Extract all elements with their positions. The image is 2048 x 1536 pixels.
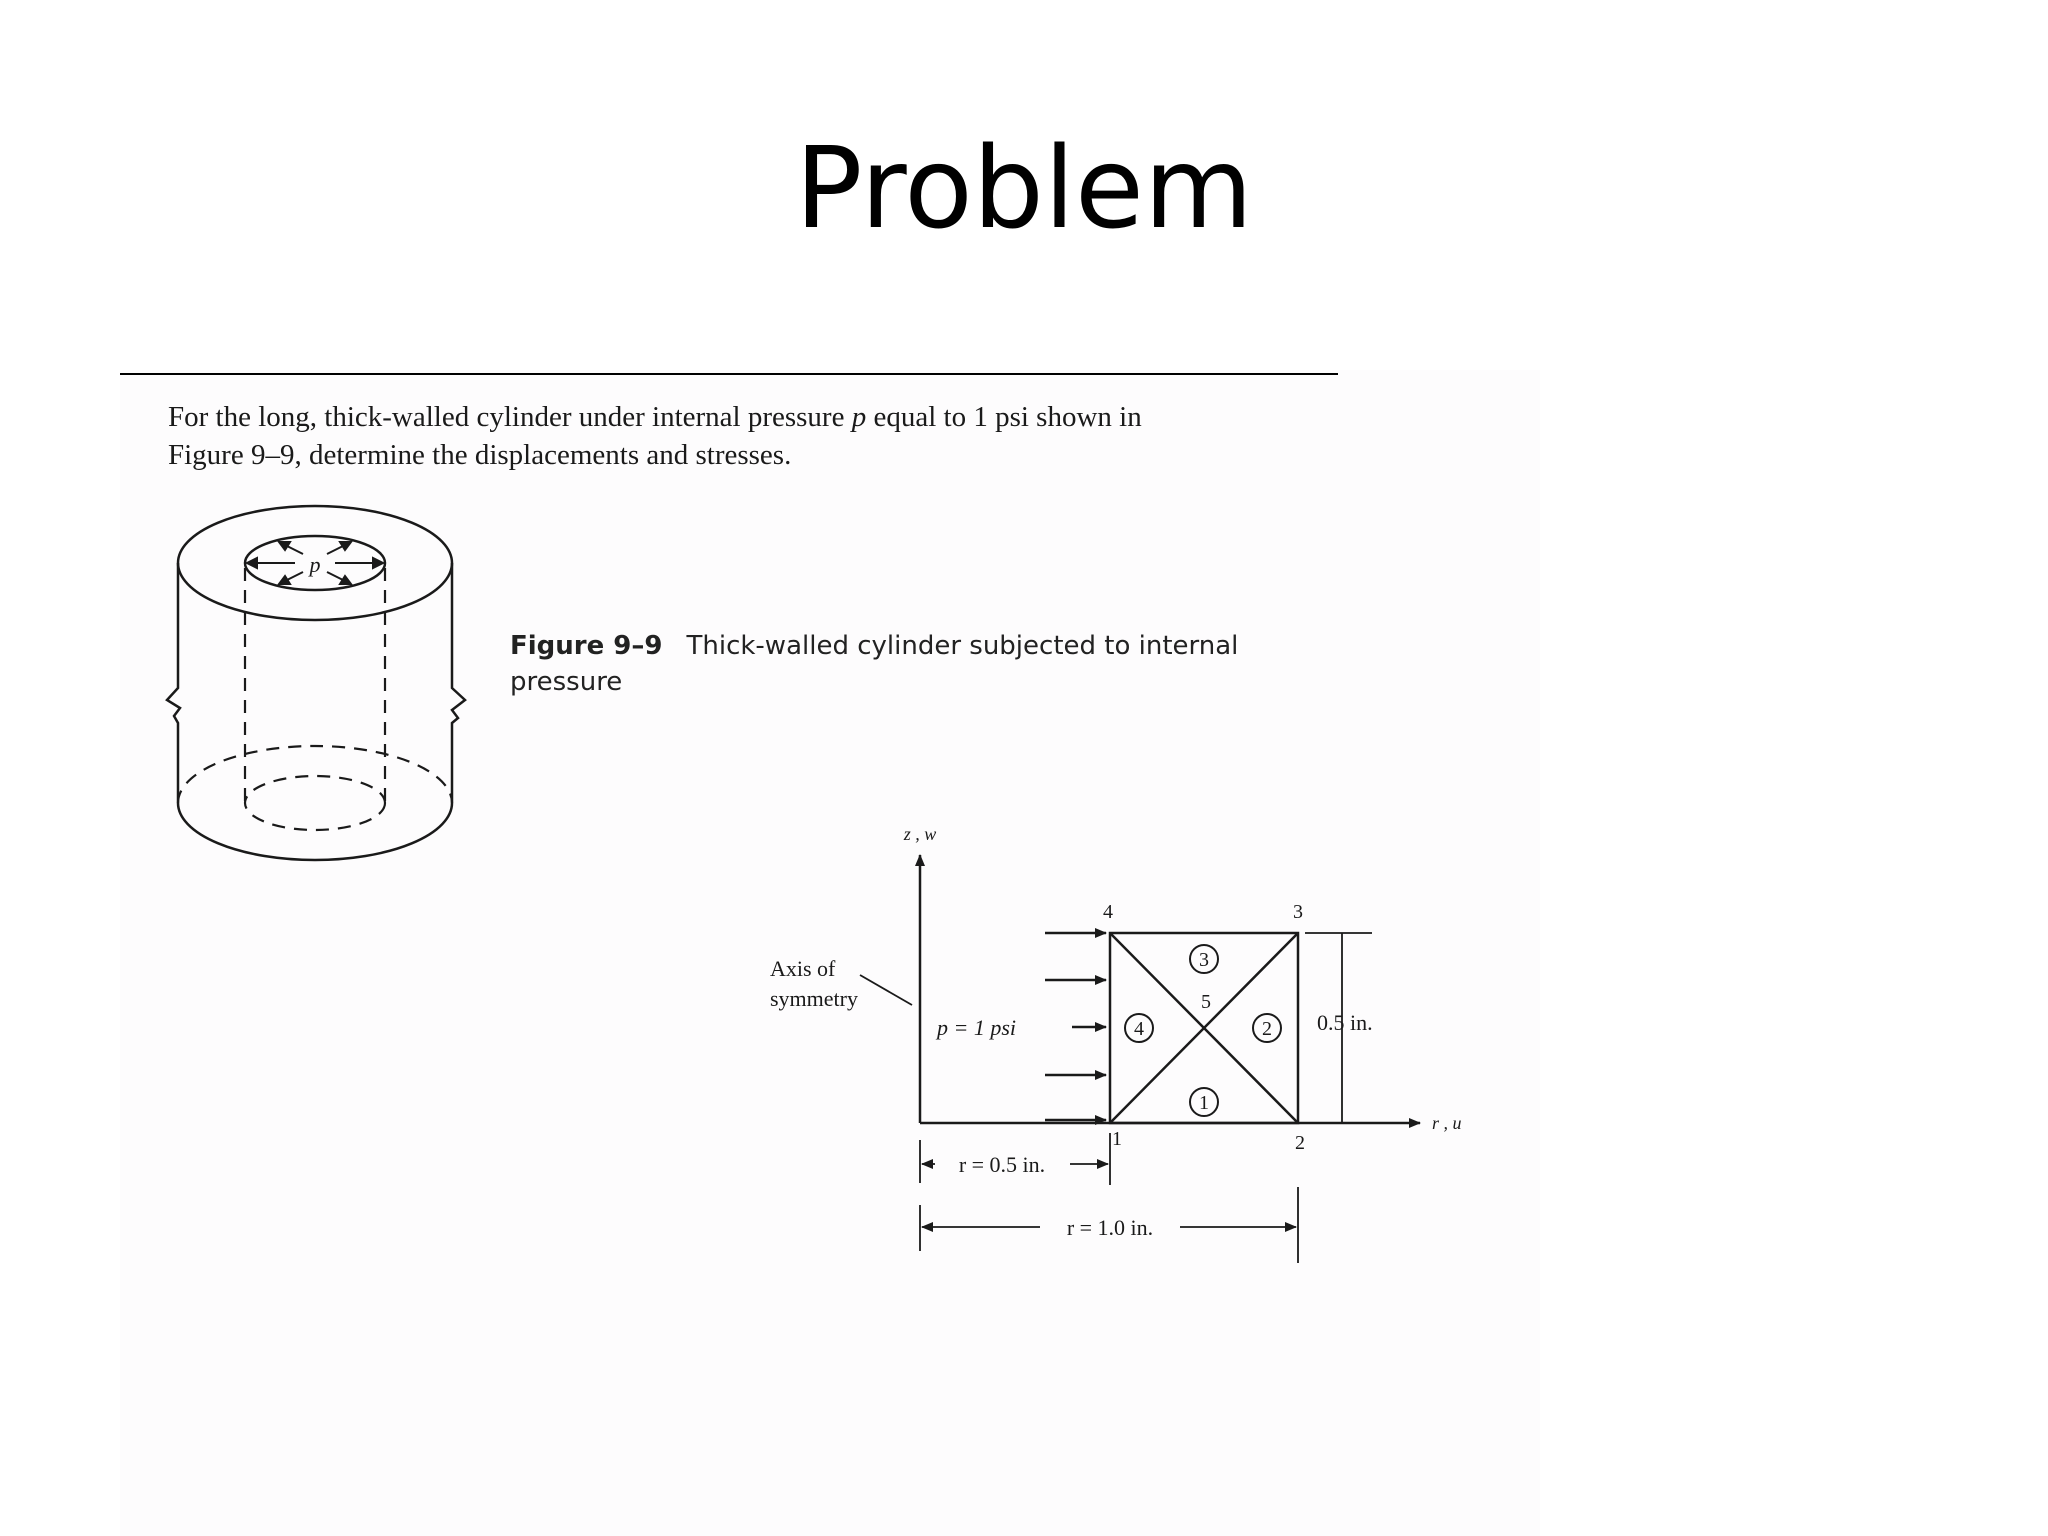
node-5-label: 5 bbox=[1201, 991, 1211, 1013]
cylinder-illustration bbox=[155, 498, 475, 868]
bore-bottom-hidden bbox=[245, 776, 385, 830]
symmetry-label-line-2: symmetry bbox=[770, 986, 858, 1011]
problem-line-2: Figure 9–9, determine the displacements and stresses. bbox=[168, 439, 792, 471]
element-1-label: 1 bbox=[1199, 1092, 1209, 1114]
pressure-label: p = 1 psi bbox=[937, 1015, 1017, 1040]
z-axis-label: z , w bbox=[903, 824, 937, 844]
node-4-label: 4 bbox=[1103, 901, 1113, 923]
node-1-label: 1 bbox=[1112, 1128, 1122, 1150]
element-diagram bbox=[760, 815, 1480, 1275]
caption-line-1 bbox=[510, 628, 1310, 664]
element-3-label: 3 bbox=[1199, 949, 1209, 971]
figure-number: Figure 9–9 bbox=[510, 631, 663, 661]
caption-text: Thick-walled cylinder subjected to internal bbox=[686, 631, 1239, 661]
cylinder-left-side bbox=[167, 563, 180, 803]
cylinder-bottom-back bbox=[178, 746, 452, 803]
problem-statement bbox=[168, 398, 1348, 474]
symmetry-leader bbox=[860, 975, 912, 1005]
cylinder-bottom-front bbox=[178, 803, 452, 860]
element-4-label: 4 bbox=[1134, 1018, 1144, 1040]
outer-radius-label: r = 1.0 in. bbox=[1066, 1215, 1154, 1240]
figure-caption bbox=[510, 628, 1310, 700]
cylinder-right-side bbox=[452, 563, 465, 803]
top-rule bbox=[120, 373, 1338, 375]
node-3-label: 3 bbox=[1293, 901, 1303, 923]
slide-title: Problem bbox=[795, 124, 1253, 254]
node-2-label: 2 bbox=[1295, 1132, 1305, 1154]
element-2-label: 2 bbox=[1262, 1018, 1272, 1040]
problem-line-1-start: For the long, thick-walled cylinder under internal pressure bbox=[168, 401, 852, 433]
r-axis-label: r , u bbox=[1432, 1113, 1462, 1133]
cylinder-pressure-label: p bbox=[309, 552, 321, 577]
symmetry-label-line-1: Axis of bbox=[770, 956, 836, 981]
caption-line-2: pressure bbox=[510, 667, 623, 697]
inner-radius-label: r = 0.5 in. bbox=[958, 1152, 1046, 1177]
problem-line-1 bbox=[168, 398, 1348, 436]
problem-line-1-end: equal to 1 psi shown in bbox=[866, 401, 1142, 433]
height-label: 0.5 in. bbox=[1317, 1010, 1373, 1035]
pressure-variable: p bbox=[851, 401, 867, 433]
pressure-arrows bbox=[1045, 933, 1106, 1120]
